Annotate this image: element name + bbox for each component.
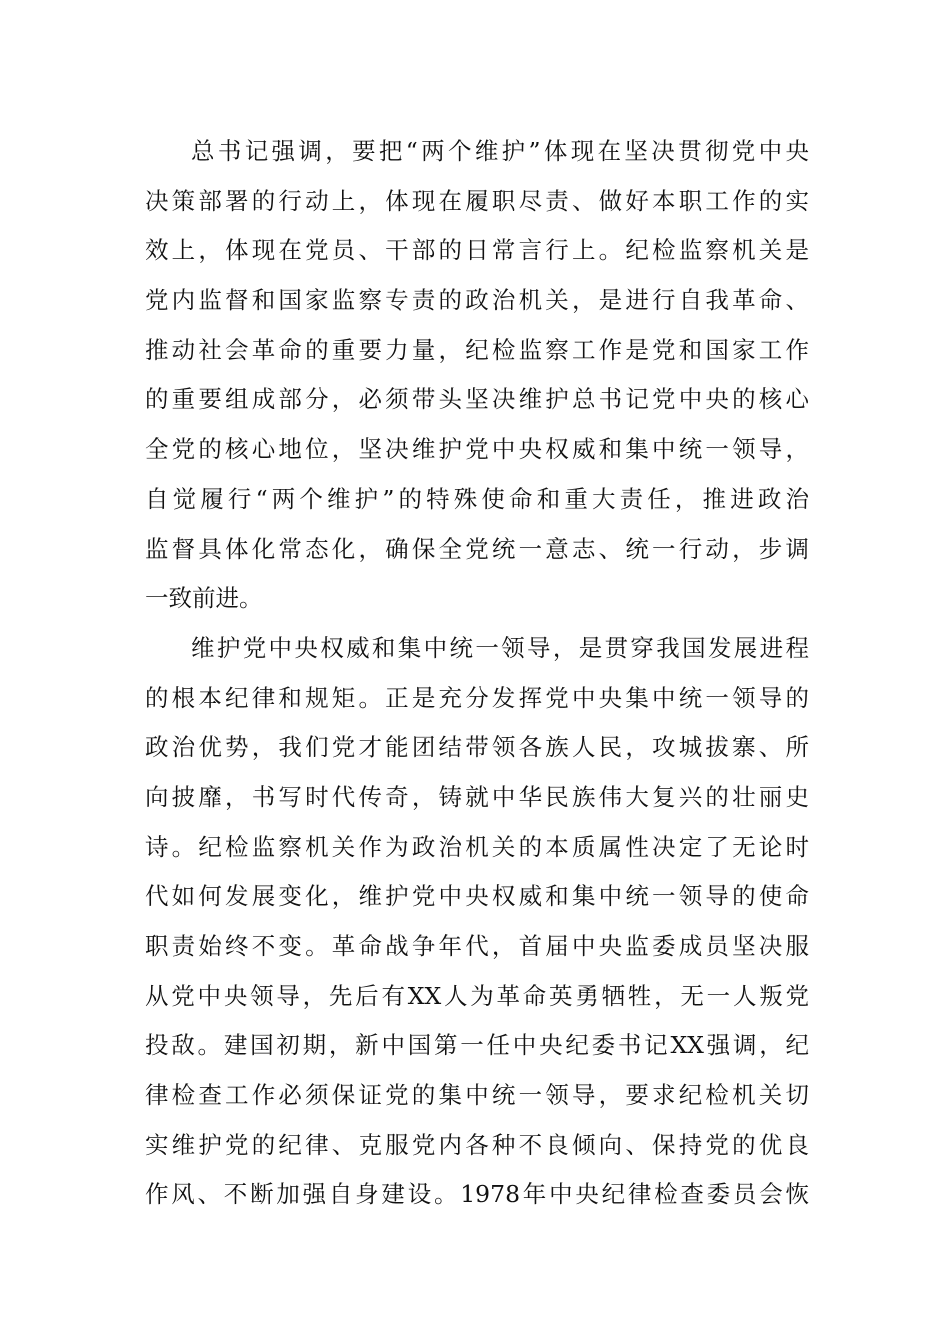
body-text: [145, 127, 809, 1220]
paragraph-1-line-6: 的重要组成部分，必须带头坚决维护总书记党中央的核心: [145, 385, 809, 414]
paragraph-1-line-2: 决策部署的行动上，体现在履职尽责、做好本职工作的实: [145, 186, 809, 215]
paragraph-1-line-10: 一致前进。: [145, 584, 263, 613]
paragraph-1-line-7: 全党的核心地位，坚决维护党中央权威和集中统一领导，: [145, 435, 809, 464]
paragraph-2-line-10: 律检查工作必须保证党的集中统一领导，要求纪检机关切: [145, 1081, 809, 1110]
paragraph-1-line-4: 党内监督和国家监察专责的政治机关，是进行自我革命、: [145, 286, 809, 315]
paragraph-2-line-6: 代如何发展变化，维护党中央权威和集中统一领导的使命: [145, 882, 809, 911]
paragraph-2-line-12: 作风、不断加强自身建设。1978年中央纪律检查委员会恢: [145, 1180, 809, 1209]
paragraph-2-line-4: 向披靡，书写时代传奇，铸就中华民族伟大复兴的壮丽史: [145, 782, 809, 811]
paragraph-1-line-9: 监督具体化常态化，确保全党统一意志、统一行动，步调: [145, 534, 809, 563]
paragraph-2-line-1: 维护党中央权威和集中统一领导，是贯穿我国发展进程: [191, 633, 809, 662]
paragraph-2-line-2: 的根本纪律和规矩。正是充分发挥党中央集中统一领导的: [145, 683, 809, 712]
paragraph-2-line-7: 职责始终不变。革命战争年代，首届中央监委成员坚决服: [145, 932, 809, 960]
paragraph-1-line-5: 推动社会革命的重要力量，纪检监察工作是党和国家工作: [145, 335, 809, 364]
paragraph-1-line-3: 效上，体现在党员、干部的日常言行上。纪检监察机关是: [145, 236, 809, 265]
paragraph-1-line-1: 总书记强调，要把“两个维护”体现在坚决贯彻党中央: [191, 137, 809, 165]
paragraph-2-line-9: 投敌。建国初期，新中国第一任中央纪委书记XX强调，纪: [145, 1031, 809, 1060]
paragraph-2-line-5: 诗。纪检监察机关作为政治机关的本质属性决定了无论时: [145, 832, 809, 861]
paragraph-2-line-3: 政治优势，我们党才能团结带领各族人民，攻城拔寨、所: [145, 733, 809, 762]
paragraph-1-line-8: 自觉履行“两个维护”的特殊使命和重大责任，推进政治: [145, 484, 809, 513]
paragraph-2-line-11: 实维护党的纪律、克服党内各种不良倾向、保持党的优良: [145, 1130, 809, 1159]
paragraph-2-line-8: 从党中央领导，先后有XX人为革命英勇牺牲，无一人叛党: [145, 981, 809, 1010]
